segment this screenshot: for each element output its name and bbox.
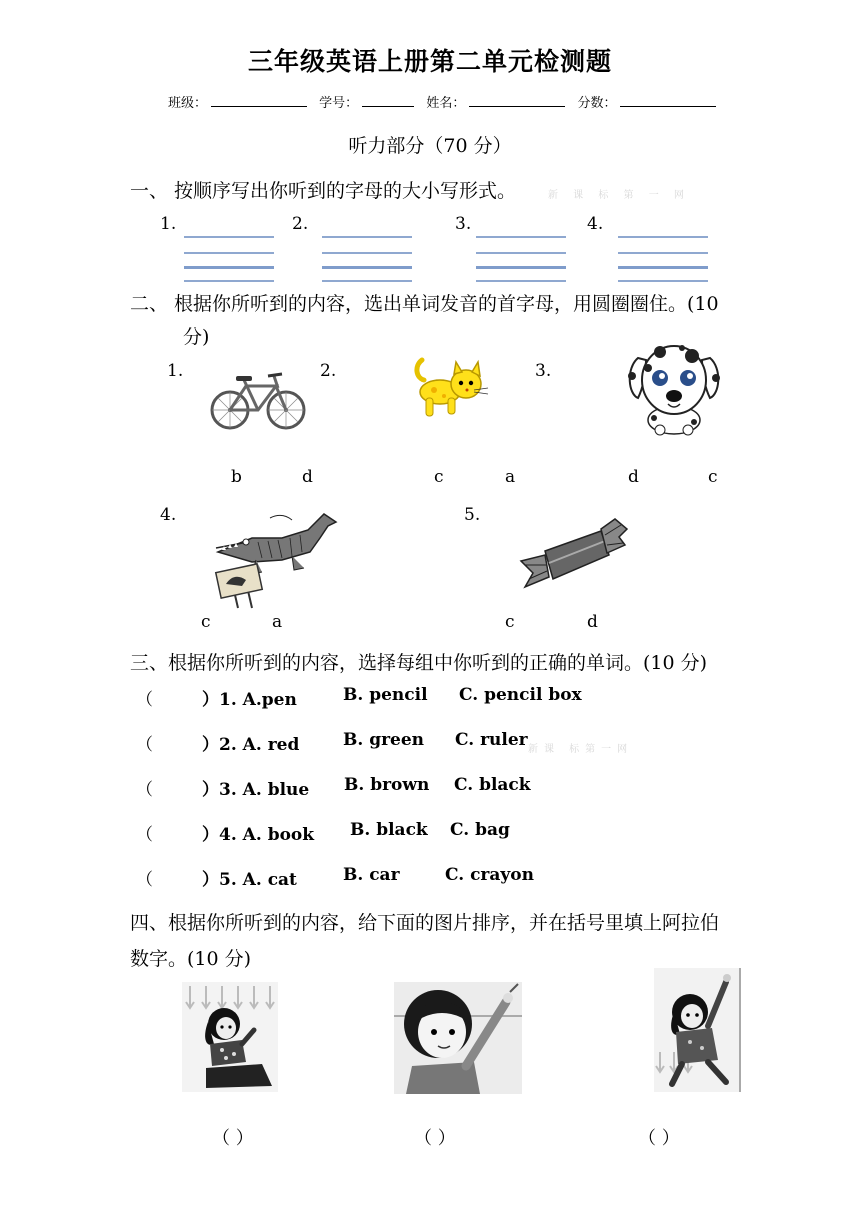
bicycle-icon <box>210 368 306 432</box>
s2-item-5-option-c[interactable]: c <box>505 612 515 632</box>
class-label: 班级： <box>168 96 208 111</box>
s3-row-1-a[interactable]: ）1. A.pen <box>202 690 297 710</box>
section4-heading-line2: 数字。(10 分) <box>130 948 252 970</box>
name-label: 姓名： <box>426 96 466 111</box>
s3-row-5-a[interactable]: ）5. A. cat <box>202 870 297 890</box>
s3-row-1-c[interactable]: C. pencil box <box>459 685 582 705</box>
s1-item-2: 2. <box>292 214 309 234</box>
s2-item-4-option-c[interactable]: c <box>201 612 211 632</box>
section1-heading: 一、 按顺序写出你听到的字母的大小写形式。 <box>130 180 517 202</box>
s2-item-5-option-d[interactable]: d <box>587 612 598 632</box>
s1-item-3: 3. <box>455 214 472 234</box>
s2-item-5-num: 5. <box>464 505 481 525</box>
girl-standing-picture <box>654 968 742 1092</box>
s3-row-5-b[interactable]: B. car <box>343 865 400 885</box>
s2-item-3-option-c[interactable]: c <box>708 467 718 487</box>
class-blank[interactable] <box>211 94 307 107</box>
crocodile-icon <box>212 508 340 612</box>
dog-icon <box>624 338 724 438</box>
section4-heading-line1: 四、根据你所听到的内容，给下面的图片排序，并在括号里填上阿拉伯 <box>130 912 720 934</box>
score-label: 分数： <box>577 96 617 111</box>
page-title: 三年级英语上册第二单元检测题 <box>247 47 612 76</box>
cat-icon <box>410 352 492 422</box>
s2-item-4-option-a[interactable]: a <box>272 612 283 632</box>
number-blank[interactable] <box>362 94 414 107</box>
s2-item-2-option-a[interactable]: a <box>505 467 516 487</box>
s3-row-4-a[interactable]: ）4. A. book <box>202 825 315 845</box>
s3-row-2-a[interactable]: ）2. A. red <box>202 735 300 755</box>
s2-item-3-num: 3. <box>535 361 552 381</box>
s2-item-3-option-d[interactable]: d <box>628 467 639 487</box>
watermark: 新 课 标 第 一 网 <box>548 190 690 201</box>
s2-item-1-num: 1. <box>167 361 184 381</box>
s2-item-1-option-d[interactable]: d <box>302 467 313 487</box>
score-blank[interactable] <box>620 94 716 107</box>
s2-item-4-num: 4. <box>160 505 177 525</box>
section3-heading: 三、根据你所听到的内容，选择每组中你听到的正确的单词。(10 分) <box>130 652 708 674</box>
s3-row-2-b[interactable]: B. green <box>343 730 425 750</box>
s1-item-4: 4. <box>587 214 604 234</box>
watermark: 新课 标第一网 <box>528 744 634 755</box>
s2-item-1-option-b[interactable]: b <box>231 467 242 487</box>
girl-pointing-picture <box>394 982 522 1094</box>
s3-row-1-open-paren[interactable]: （ <box>136 690 153 710</box>
s2-item-2-option-c[interactable]: c <box>434 467 444 487</box>
section2-heading-line2: 分) <box>183 326 210 348</box>
s4-answer-3[interactable]: （ ） <box>638 1128 680 1149</box>
student-info-row <box>168 92 724 111</box>
s3-row-4-c[interactable]: C. bag <box>450 820 510 840</box>
s2-item-2-num: 2. <box>320 361 337 381</box>
s3-row-4-b[interactable]: B. black <box>350 820 428 840</box>
s4-answer-1[interactable]: （ ） <box>212 1128 254 1149</box>
s3-row-4-open-paren[interactable]: （ <box>136 825 153 845</box>
s3-row-5-c[interactable]: C. crayon <box>445 865 534 885</box>
s3-row-2-c[interactable]: C. ruler <box>455 730 528 750</box>
s3-row-3-open-paren[interactable]: （ <box>136 780 153 800</box>
s1-item-1: 1. <box>160 214 177 234</box>
number-label: 学号： <box>319 96 359 111</box>
s3-row-1-b[interactable]: B. pencil <box>343 685 428 705</box>
s3-row-2-open-paren[interactable]: （ <box>136 735 153 755</box>
s3-row-3-b[interactable]: B. brown <box>344 775 430 795</box>
s3-row-3-a[interactable]: ）3. A. blue <box>202 780 310 800</box>
s3-row-5-open-paren[interactable]: （ <box>136 870 153 890</box>
name-blank[interactable] <box>469 94 565 107</box>
section2-heading-line1: 二、 根据你所听到的内容，选出单词发音的首字母，用圆圈圈住。(10 <box>130 293 719 315</box>
s3-row-3-c[interactable]: C. black <box>454 775 531 795</box>
s4-answer-2[interactable]: （ ） <box>414 1128 456 1149</box>
girl-sitting-picture <box>182 982 278 1092</box>
listening-part-title: 听力部分（70 分） <box>348 135 512 157</box>
candy-icon <box>515 515 631 595</box>
